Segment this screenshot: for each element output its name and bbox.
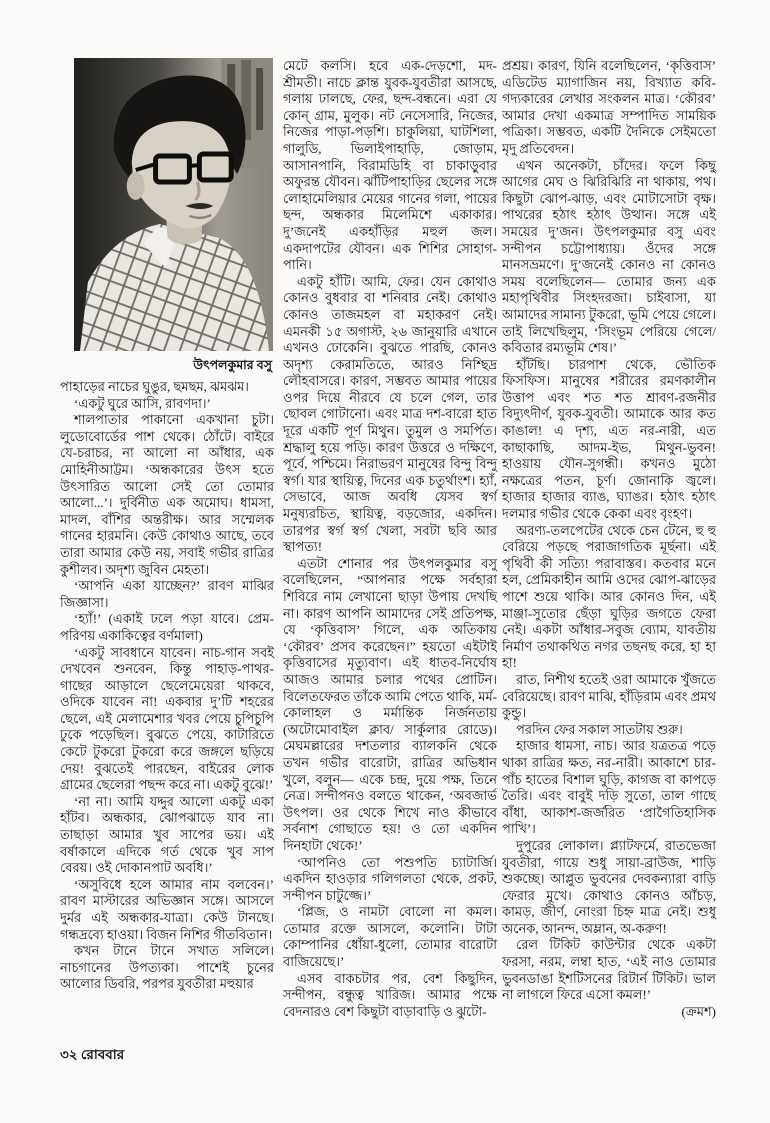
article-paragraph: রাত, নিশীথ হতেই ওরা আমাকে খুঁজতে বেরিয়েছে। রাবণ মাঝি, হাঁড়িরাম এবং প্রমথ কুন্ডু।	[502, 671, 716, 721]
article-paragraph: ‘না না। আমি যদ্দুর আলো একটু একা হাঁটব। অন্ধকার, ঝোপঝাড়ে যাব না। তাছাড়া আমার খুব সাপের ভয়। এই বর্ষাকালে এদিকে গর্ত থেকে খুব সাপ বেরয়। ওই দোকানপাট অবধি।’	[60, 793, 274, 876]
continuation-mark: (ক্রমশ)	[681, 1003, 716, 1019]
article-paragraph: দুপুরের লোকাল। প্ল্যাটফর্মে, রাতভেজা যুবতীরা, গায়ে শুধু সায়া-ব্রাউজ, শাড়ি শুকচ্ছে। আপ্লুত ভুবনের দেবকন্যারা বাড়ি ফেরার মুখে। কোথাও কোনও আঁচড়, কামড়, জীর্ণ, নোংরা চিহ্ন মাত্র নেই। শুধু অনেক, আনন্দ, অম্লান, অ-করুণ!	[502, 837, 716, 936]
article-column-middle	[283, 58, 497, 1020]
article-paragraph: হাজার ধামসা, নাচ। আর যত্রতত্র পড়ে থাকা রাত্রির ক্ষত, নর-নারী। আকাশে চার-পাঁচ হাতের বিশাল ঘুড়ি, কাগজ বা কাপড়ে তৈরি। এবং বাবুই দড়ি সুতো, তাল গাছে বাঁধা, আকাশ-জর্জরিত ‘প্রাগৈতিহাসিক পাখি’।	[502, 738, 716, 837]
photo-figure	[60, 58, 274, 373]
article-column-right	[502, 58, 716, 1020]
article-paragraph: প্রশ্রয়। কারণ, যিনি বলেছিলেন, ‘কৃত্তিবাস’ এডিটেড ম্যাগাজিন নয়, বিখ্যাত কবি-গদ্যকারের লেখার সংকলন মাত্র। ‘কৌরব’ আমার দেখা একমাত্র সম্পাদিত সাময়িক পত্রিকা। সম্ভবত, একটি দৈনিকে সেইমতো মৃদু প্রতিবেদন।	[502, 58, 716, 156]
article-paragraph: পাহাড়ের নাচের ঘুঙুর, ছমছম, ঝমঝম।	[60, 379, 249, 394]
photo-caption: উৎপলকুমার বসু	[193, 358, 272, 372]
article-paragraph: পরদিন ফের সকাল সাতটায় শুরু।	[516, 721, 683, 737]
article-paragraph: এসব বাকচটার পর, বেশ কিছুদিন, সন্দীপন, বন্ধুত্ব খারিজ। আমার পক্ষে বেদনারও বেশ কিছুটা বাড়াবাড়ি ও ঝুটো-	[283, 970, 497, 1019]
article-paragraph: কখন টানে টানে সখাত সলিলে। নাচগানের উপত্যকা। পাশেই চুনের আলোর ডিবরি, পরপর যুবতীরা মহুয়ার	[60, 943, 274, 992]
portrait-photo-illustration	[74, 58, 273, 351]
page-number: ৩২ রোববার	[60, 1047, 125, 1062]
article-paragraph: ‘আপনিও তো পশুপতি চ্যাটার্জি। একদিন হাওড়ার গলিগলতা থেকে, প্রকট, সন্দীপন চাটুজ্জে।’	[283, 854, 497, 903]
article-paragraph: একটু হাঁটি। আমি, ফের। যেন কোথাও কোনও বুধবার বা শনিবার নেই। কোথাও কোনও তাজমহল বা মহাকরণ নেই। এমনকী ১৫ অগাস্ট, ২৬ জানুয়ারি এখানে এখনও ঢোকেনি। বুঝতে পারছি, কোনও অদৃশ্য কেরামতিতে, আরও নিশ্ছিদ্র লৌহবাসরে। কারণ, সম্ভবত আমার পায়ের ওপর দিয়ে নীরবে যে চলে গেল, তার ছোবল গোটানো। এবং মাত্র দশ-বারো হাত দূরে একটি পূর্ণ মিথুন। তুমুল ও সমর্পিত। শ্রদ্ধালু হয়ে পড়ি। কারণ উত্তরে ও দক্ষিণে, পূর্বে, পশ্চিমে। নিরাভরণ মানুষের বিন্দু বিন্দু স্বর্গ। যার স্থায়িত্ব, দিনের এক চতুর্থাংশ। হ্যাঁ, সেভাবে, আজ অবধি যেসব স্বর্গ মনুষ্যরচিত, স্থায়িত্ব, বড়জোর, একদিন। তারপর স্বর্গ স্বর্গ খেলা, সবটা ছবি আর স্থাপত্য!	[283, 273, 497, 555]
portrait-photo	[74, 58, 273, 351]
article-paragraph: অরণ্য-তলপেটের থেকে চেন টেনে, হু হু বেরিয়ে পড়ছে পরাজাগতিক মূর্ছনা। এই পৃথিবী কী সত্যি! পরাবাস্তব। কতবার মনে হল, প্রেমিকাহীন আমি ওদের ঝোপ-ঝাড়ের পাশে শুয়ে থাকি। আর কোনও দিন, এই মাঞ্জা-সুতোর ছেঁড়া ঘুড়ির জগতে ফেরা নেই। একটা আঁধার-সবুজ ব্যোম, যাবতীয় নির্মাণ তথাকথিত নগর তছনছ করে, হা হা হা!	[502, 522, 716, 671]
article-paragraph: মেটে কলসি। হবে এক-দেড়শো, মদ-শ্রীমতী। নাচে ক্লান্ত যুবক-যুবতীরা আসছে, গলায় ঢালছে, ফের, ছন্দ-বন্ধনে। এরা যে কোন্ গ্রাম, মুলুক। নট নেসেসারি, নিজের, নিজের পাড়া-পড়শি। চাকুলিয়া, ঘাটশিলা, গালুডি, ভিলাইপাহাড়ি, জোড়াম, আসানপানি, বিরামডিহি বা চাকাড়ুবার অফুরন্ত যৌবন। ঝাঁটিপাহাড়ির ছেলের সঙ্গে লোহামেলিয়ার মেয়ের গানের গলা, পায়ের ছন্দ, অন্ধকার মিলেমিশে একাকার। দু’জনেই একহাঁড়ির মহুল জল। একদাপটের যৌবন। এক শিশির সোহাগ-পানি।	[283, 58, 497, 273]
article-paragraph: ‘একটু ঘুরে আসি, রাবণদা।’	[74, 395, 211, 411]
article-paragraph: ‘হ্যাঁ!’ (একাই ঢলে পড়া যাবে। প্রেম-পরিণয় একাকিত্বের বর্ণমালা)	[60, 611, 274, 643]
article-paragraph: ‘প্লিজ, ও নামটা বোলো না কমল। তোমার রক্তে আসলে, কলোনি। টাটা কোম্পানির ধোঁয়া-ধুলো, তোমার বারোটা বাজিয়েছে।’	[283, 904, 497, 970]
article-column-left	[60, 58, 274, 993]
article-paragraph: ‘অসুবিধে হলে আমার নাম বলবেন।’ রাবণ মাস্টারের অভিজ্ঞান সঙ্গে। আসলে দুর্মর এই অন্ধকার-যাত্রা। কেউ টানছে। গন্ধদ্রব্যে হাওয়া। বিজন নিশির গীতবিতান।	[60, 876, 274, 942]
article-paragraph: হাঁটছি। চারপাশ থেকে, ভৌতিক ফিসফিস। মানুষের শরীরের রমণকালীন উত্তাপ এবং শত শত শ্রাবণ-রজনীর বিদ্যুৎদীর্ণ, যুবক-যুবতী। আমাকে আর কত কাঙাল! এ দৃশ্য, এত নর-নারী, এত কাছাকাছি, আদম-ইভ, মিথুন-ভুবন! হাওয়ায় যৌন-সুগন্ধী। কখনও মুঠো নক্ষত্রের পতন, চূর্ণ। জোনাকি জ্বলে। হাজার হাজার ব্যাঙ, ঘ্যাঙর। হঠাৎ হঠাৎ দলমার গভীর থেকে কেকা এবং বৃংহণ।	[502, 356, 716, 522]
article-paragraph: ‘আপনি একা যাচ্ছেন?’ রাবণ মাঝির জিজ্ঞাসা।	[60, 578, 274, 610]
article-paragraph: রেল টিকিট কাউন্টার থেকে একটা ফরসা, নরম, লম্বা হাত, ‘এই নাও তোমার ভুবনডাঙা ইশটিসনের রিটার্ন টিকিট। ভাল না লাগলে ফিরে এসো কমল!’	[502, 937, 716, 1003]
article-paragraph: এতটা শোনার পর উৎপলকুমার বসু বলেছিলেন, “আপনার পক্ষে সর্বহারা শিবিরে নাম লেখানো ছাড়া উপায় দেখছি না। কারণ আপনি আমাদের সেই প্রতিপক্ষ, যে ‘কৃত্তিবাস’ গিলে, এক অতিকায় ‘কৌরব’ প্রসব করেছেন।” হয়তো এইটাই কৃত্তিবাসের মৃত্যুবাণ। এই ধাতব-নির্ঘোষ আজও আমার চলার পথের প্রোটিন। বিলেতফেরত তাঁকে আমি পেতে থাকি, মর্ম-কোলাহল ও মর্মান্তিক নির্জনতায় (অটোমোবাইল ক্লাব/ সার্কুলার রোডে)। মেঘমল্লারের দশতলার ব্যালকনি থেকে তখন গভীর বারোটা, রাত্রির অভিধান খুলে, বলুন— একে চন্দ্র, দুয়ে পক্ষ, তিনে নেত্র। সন্দীপনও বলতে থাকেন, ‘অবজার্ভ উৎপল। ওর থেকে শিখে নাও কীভাবে সর্বনাশ গোছাতে হয়! ও তো একদিন দিনহাটা থেকে!’	[283, 555, 497, 853]
article-paragraph: ‘একটু সাবধানে যাবেন। নাচ-গান সবই দেখবেন শুনবেন, কিন্তু পাহাড়-পাথর-গাছের আড়ালে ছেলেমেয়েরা থাকবে, ওদিকে যাবেন না! একবার দু’টি শহরের ছেলে, এই মেলামেশার খবর পেয়ে চুপিচুপি ঢুকে পড়েছিল। বুঝতে পেয়ে, কাটারিতে কেটে টুকরো টুকরো করে জঙ্গলে ছড়িয়ে দেয়! বুঝতেই পারছেন, বাইরের লোক গ্রামের ছেলেরা পছন্দ করে না। একটু বুঝে!’	[60, 644, 274, 793]
article-paragraph: এখন অনেকটা, চাঁদের। ফলে কিছু আগের মেঘ ও ঝিরিঝিরি না থাকায়, পথ। কিছুটা ঝোপ-ঝাড়, এবং মোটাসোটা বৃক্ষ। পাথরের হঠাৎ হঠাৎ উত্থান। সঙ্গে এই সময়ের দু’জন। উৎপলকুমার বসু এবং সন্দীপন চট্টোপাধ্যায়। ওঁদের সঙ্গে মানসভ্রমণে। দু’জনেই কোনও না কোনও সময় বলেছিলেন— তোমার জন্য এক মহাপৃথিবীর সিংহদরজা। চাইবাসা, যা আমাদের সামান্য টুকরো, ভূমি পেয়ে গেলে। তাই লিখেছিলুম, ‘সিংভূম পেরিয়ে গেলে/ কবিতার রম্যভূমি শেষ।’	[502, 157, 716, 356]
article-paragraph: শালপাতার পাকানো একখানা চুটা। লুডোবোর্ডের পাশ থেকে। ঠোঁটে। বাইরে যে-চরাচর, না আলো না আঁধার, এক মোহিনীআট্টম। ‘অন্ধকারের উৎস হতে উৎসারিত আলো সেই তো তোমার আলো...’। দুর্বিনীত এক অমোঘ। ধামসা, মাদল, বাঁশির অন্তরীক্ষ। আর সম্মেলক গানের হারমনি। কেউ কোথাও আছে, তবে তারা আমার কেউ নয়, সবাই গভীর রাত্রির কুশীলব। অদৃশ্য জুবিন মেহতা।	[60, 412, 274, 577]
